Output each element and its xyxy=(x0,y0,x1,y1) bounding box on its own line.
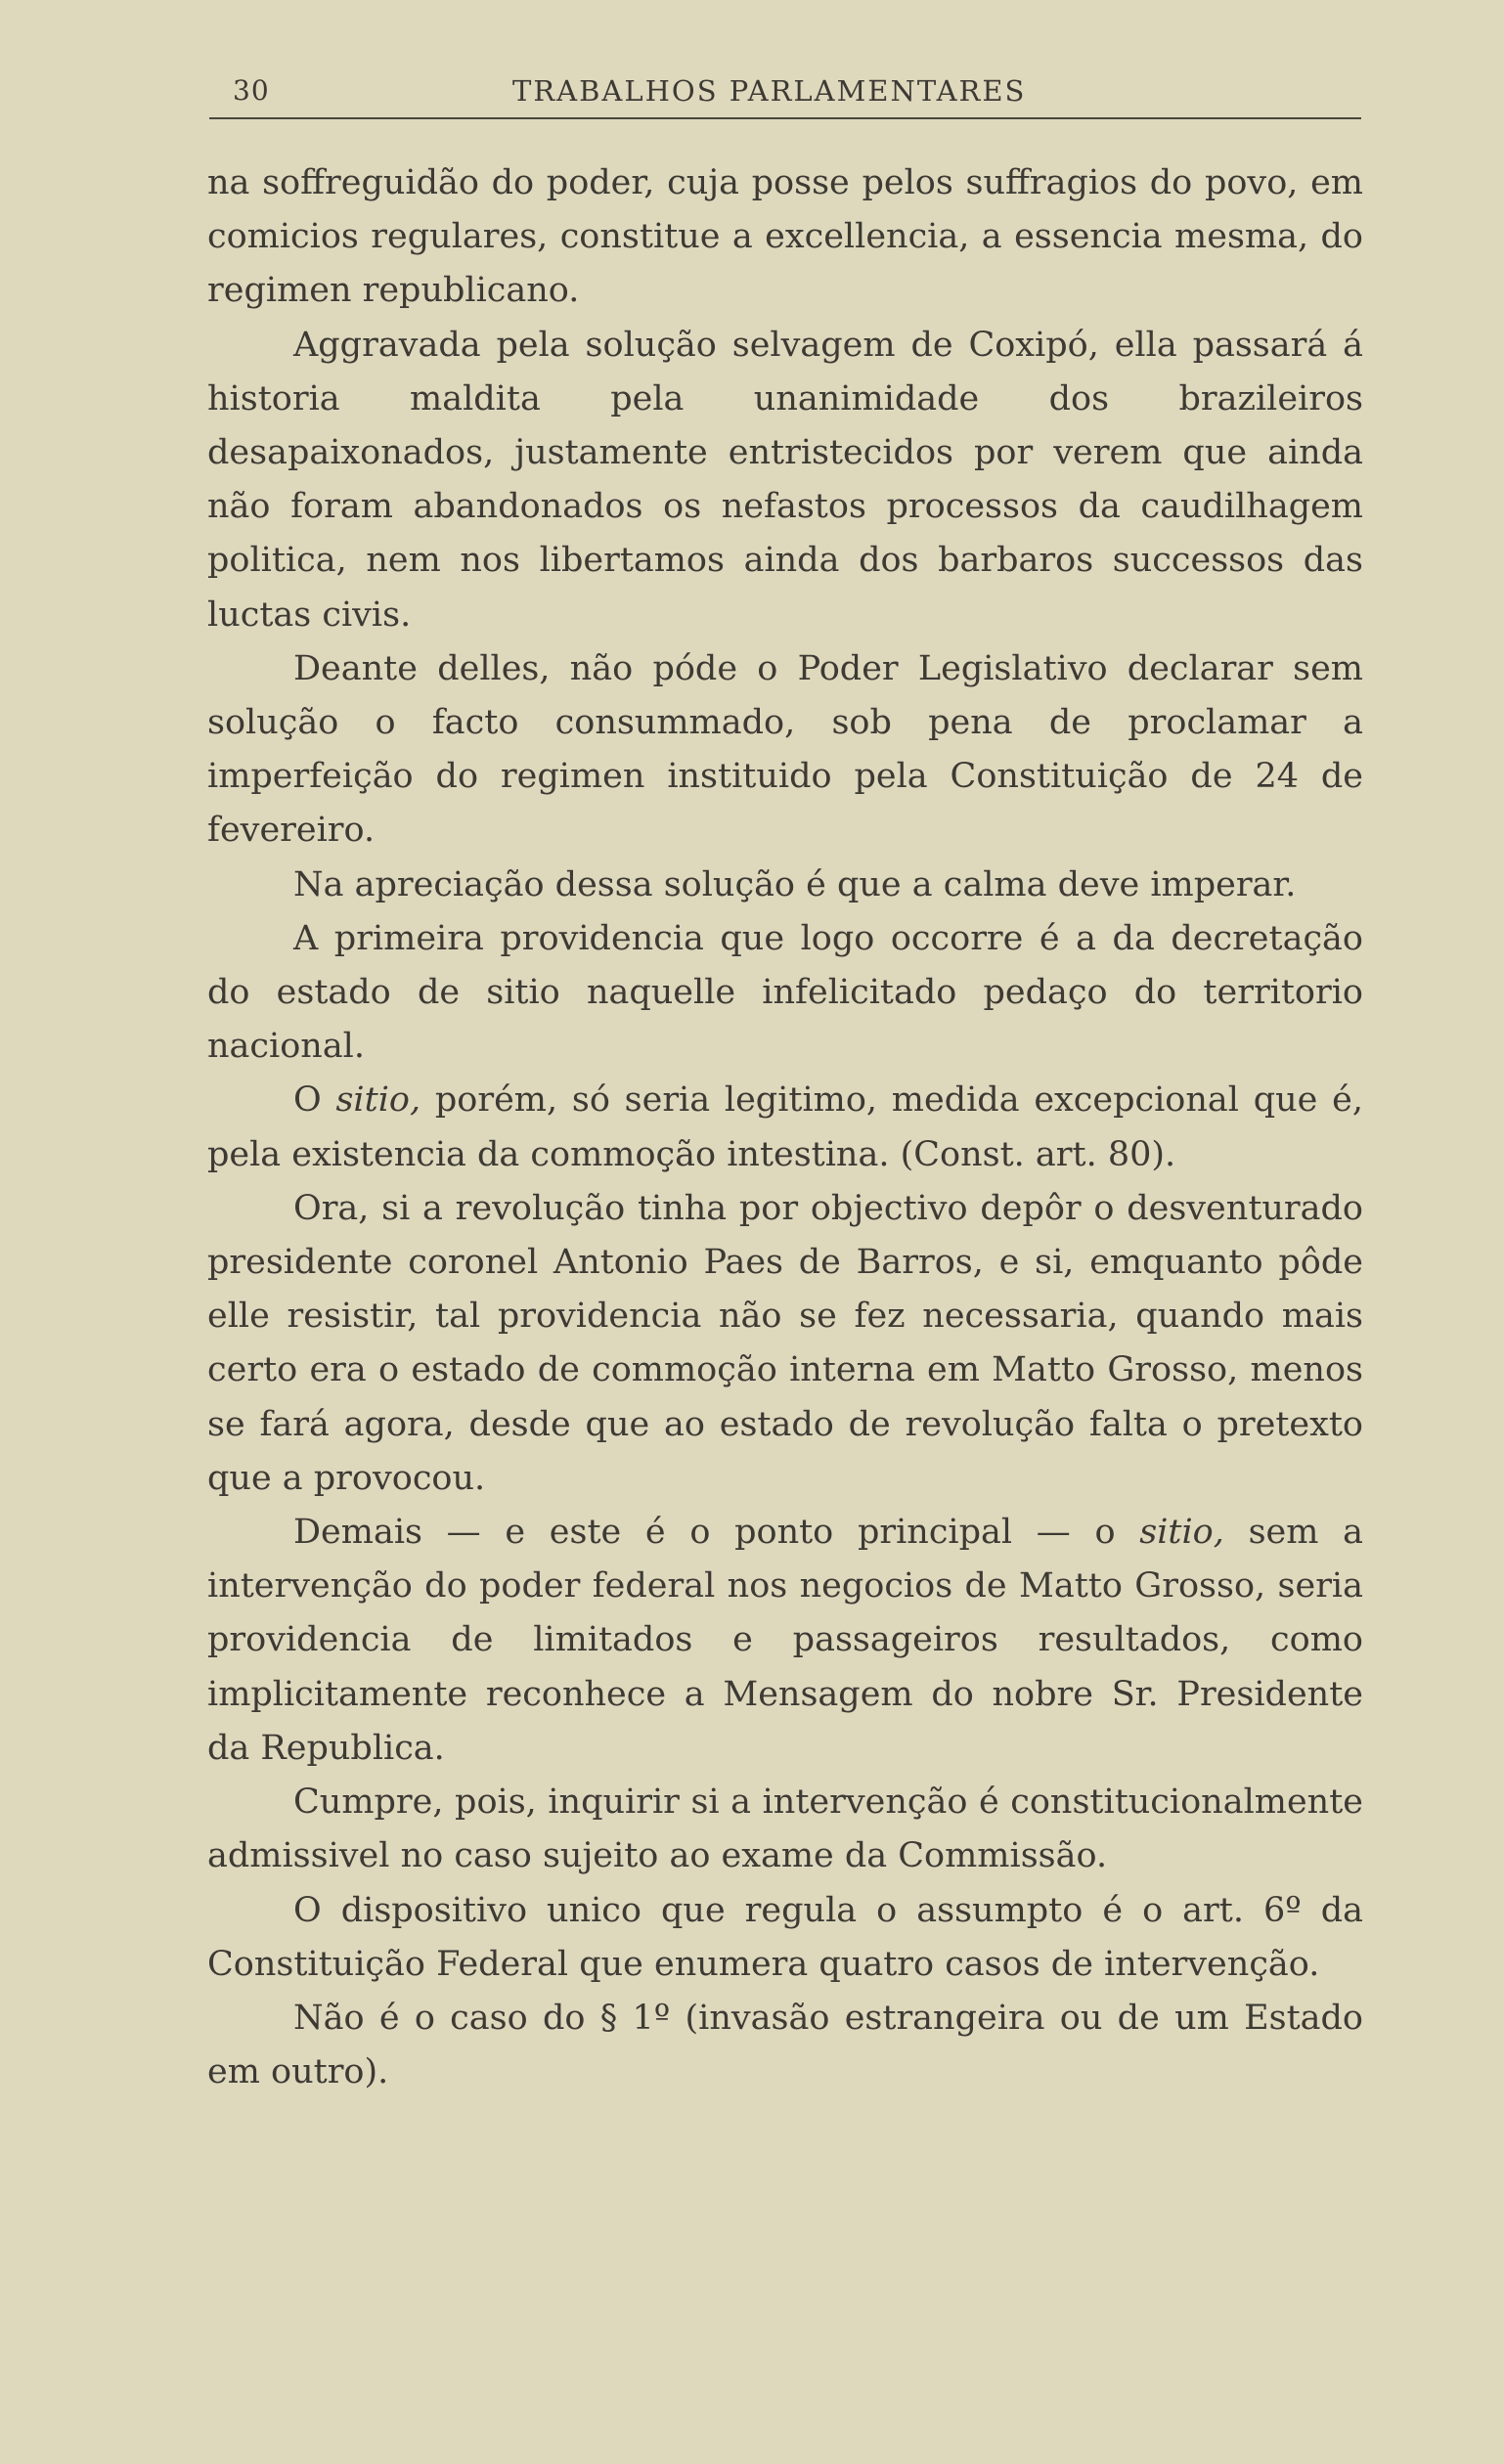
page-header xyxy=(209,70,1361,119)
italic-term: sitio, xyxy=(335,1080,421,1121)
paragraph-text: Deante delles, não póde o Poder Legislativo declarar sem solução o facto consummado, sob pena de proclamar a imperfeição do regimen instituido pela Constituição de 24 de fevereiro. xyxy=(207,648,1363,851)
paragraph-text: A primeira providencia que logo occorre é a da decretação do estado de sitio naquelle infelicitado pedaço do territorio nacional. xyxy=(207,918,1363,1067)
paragraph-text: Na apreciação dessa solução é que a calma deve imperar. xyxy=(293,864,1297,904)
paragraph-11 xyxy=(207,1992,1363,2099)
paragraph-text: O xyxy=(293,1080,336,1121)
paragraph-6 xyxy=(207,1074,1363,1181)
paragraph-9 xyxy=(207,1776,1363,1883)
paragraph-text: sem a intervenção do poder federal nos negocios de Matto Grosso, seria providencia de limitados e passageiros resultados, como implicitamente reconhece a Mensagem do nobre Sr. Presidente da Republica. xyxy=(207,1513,1363,1768)
paragraph-7 xyxy=(207,1182,1363,1506)
paragraph-2 xyxy=(207,319,1363,642)
running-title: TRABALHOS PARLAMENTARES xyxy=(512,74,1027,108)
paragraph-10 xyxy=(207,1884,1363,1992)
paragraph-text: Demais — e este é o ponto principal — o xyxy=(293,1513,1140,1553)
paragraph-3 xyxy=(207,642,1363,858)
body-text xyxy=(207,156,1363,2099)
paragraph-text: na soffreguidão do poder, cuja posse pelos suffragios do povo, em comicios regulares, constitue a excellencia, a essencia mesma, do regimen republicano. xyxy=(207,163,1363,311)
paragraph-5 xyxy=(207,912,1363,1075)
paragraph-8 xyxy=(207,1506,1363,1776)
paragraph-text: porém, só seria legitimo, medida excepcional que é, pela existencia da commoção intestina. (Const. art. 80). xyxy=(207,1080,1363,1174)
paragraph-4 xyxy=(207,858,1363,912)
paragraph-text: Aggravada pela solução selvagem de Coxipó, ella passará á historia maldita pela unanimidade dos brazileiros desapaixonados, justamente entristecidos por verem que ainda não foram abandonados os nefastos processos da caudilhagem politica, nem nos libertamos ainda dos barbaros successos das luctas civis. xyxy=(207,325,1363,635)
paragraph-1 xyxy=(207,156,1363,319)
paragraph-text: Ora, si a revolução tinha por objectivo depôr o desventurado presidente coronel Antonio Paes de Barros, e si, emquanto pôde elle resistir, tal providencia não se fez necessaria, quando mais certo era o estado de commoção interna em Matto Grosso, menos se fará agora, desde que ao estado de revolução falta o pretexto que a provocou. xyxy=(207,1188,1363,1498)
paragraph-text: Cumpre, pois, inquirir si a intervenção é constitucionalmente admissivel no caso sujeito ao exame da Commissão. xyxy=(207,1782,1363,1876)
page-number: 30 xyxy=(233,74,270,107)
italic-term: sitio, xyxy=(1139,1513,1224,1553)
paragraph-text: Não é o caso do § 1º (invasão estrangeira ou de um Estado em outro). xyxy=(207,1998,1363,2092)
paragraph-text: O dispositivo unico que regula o assumpto é o art. 6º da Constituição Federal que enumera quatro casos de intervenção. xyxy=(207,1890,1363,1984)
